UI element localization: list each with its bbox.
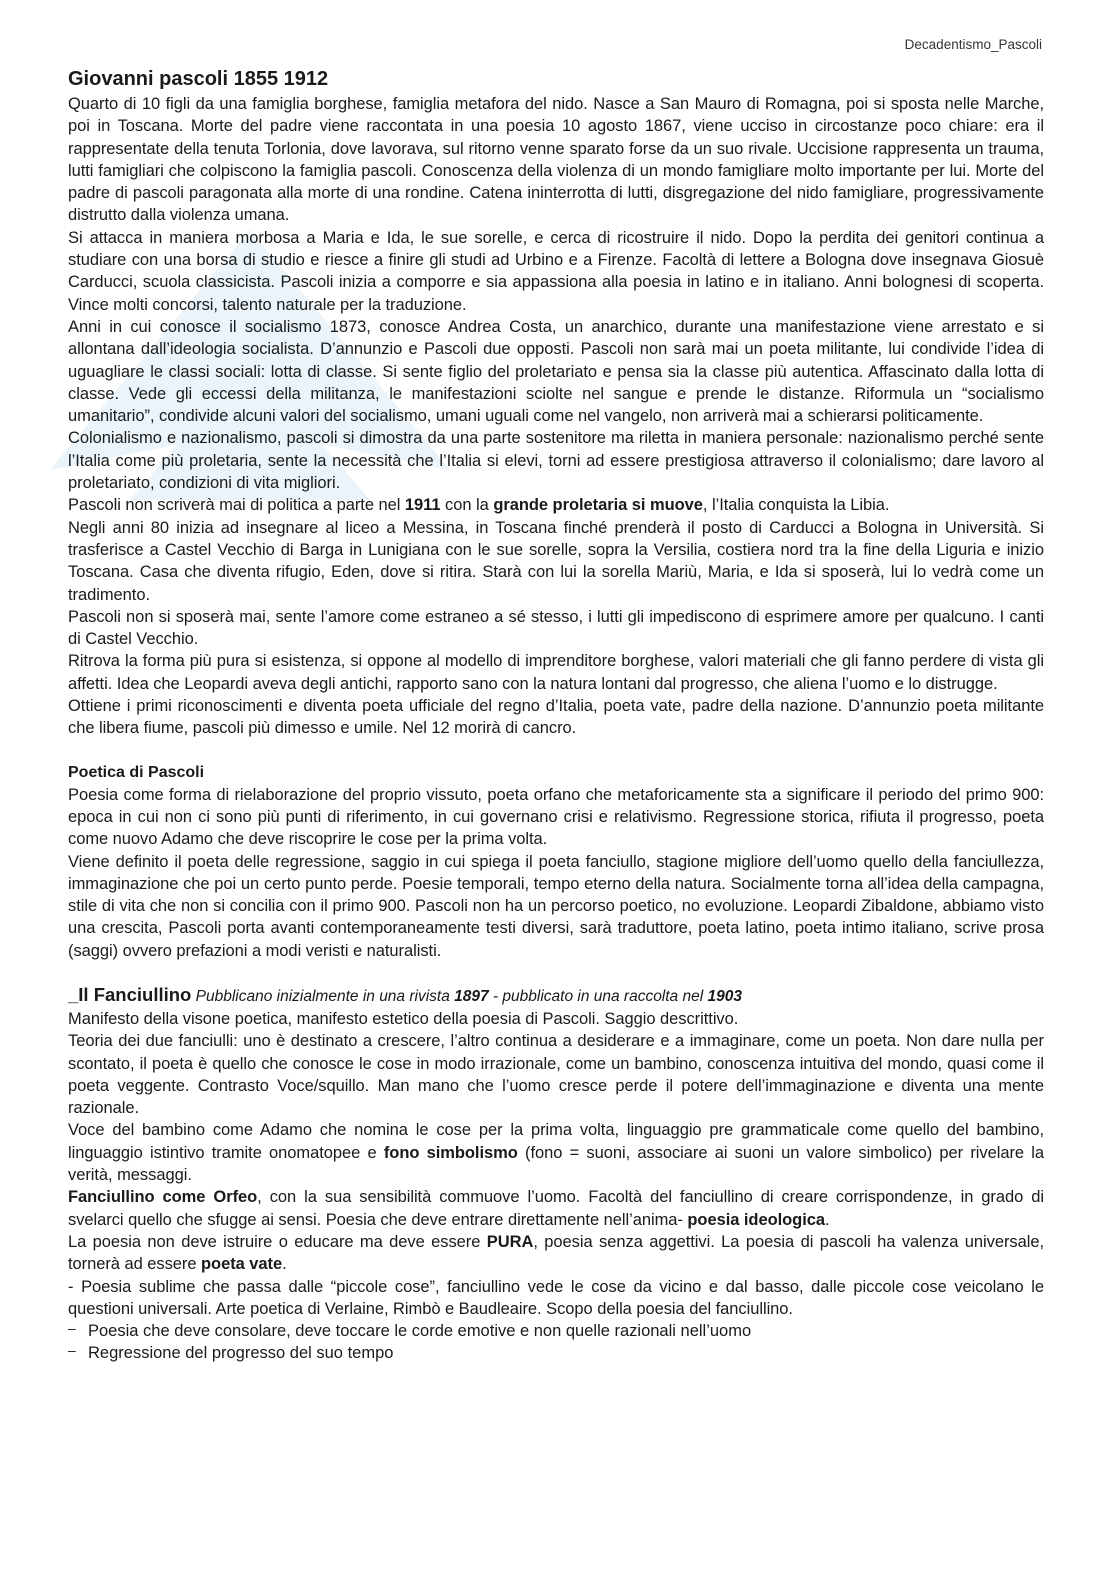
poetica-section bbox=[68, 784, 1044, 962]
paragraph: Pascoli non scriverà mai di politica a parte nel 1911 con la grande proletaria si muove, l’Italia conquista la Libia. bbox=[68, 496, 890, 515]
dash-bullet-icon: – bbox=[68, 1342, 76, 1359]
fanciullino-subtitle: Pubblicano inizialmente in una rivista 1897 - pubblicato in una raccolta nel 1903 bbox=[191, 987, 742, 1005]
fanciullino-title: _Il Fanciullino bbox=[68, 983, 192, 1005]
paragraph: Teoria dei due fanciulli: uno è destinato a crescere, l’altro continua a desiderare e a immaginare, come un poeta. Non dare nulla per scontato, il poeta è quello che conosce le cose in modo irrazionale, come un bambino, conoscenza intuitiva del mondo, quasi come il poeta veggente. Contrasto Voce/squillo. Man mano che l’uomo cresce perde il potere dell’immaginazione e diventa una mente razionale. bbox=[68, 1032, 1044, 1118]
paragraph: Anni in cui conosce il socialismo 1873, conosce Andrea Costa, un anarchico, durante una manifestazione viene arrestato e si allontana dall’ideologia socialista. D’annunzio e Pascoli due opposti. Pascoli non sarà mai un poeta militante, lui condivide l’idea di uguagliare le classi sociali: lotta di classe. Si sente figlio del proletariato e pensa sia la classe più autentica. Affascinato dalla lotta di classe. Vede gli eccessi della militanza, le manifestazioni sciolte nel sangue e prende le distanze. Riformula un “socialismo umanitario”, condivide alcuni valori del socialismo, umani uguali come nel vangelo, non arriverà mai a schierarsi politicamente. bbox=[68, 317, 1044, 426]
paragraph: Negli anni 80 inizia ad insegnare al liceo a Messina, in Toscana finché prenderà il posto di Carducci a Bologna in Università. Si trasferisce a Castel Vecchio di Barga in Lunigiana con le sue sorelle, sopra la Versilia, costiera nord tra la fine della Liguria e inizio Toscana. Casa che diventa rifugio, Eden, dove si ritira. Starà con lui la sorella Mariù, Maria, e Ida si sposerà, lui lo vedrà come un tradimento. bbox=[68, 518, 1044, 604]
paragraph: Quarto di 10 figli da una famiglia borghese, famiglia metafora del nido. Nasce a San Mauro di Romagna, poi si sposta nelle Marche, poi in Toscana. Morte del padre viene raccontata in una poesia 10 agosto 1867, viene ucciso in circostanze poco chiare: era il rappresentate della tenuta Torlonia, dove lavorava, sul ritorno venne sparato forse da un suo rivale. Uccisione rappresenta un trauma, lutti famigliari che colpiscono la famiglia pascoli. Conoscenza della violenza di un mondo famigliare molto importante per lui. Morte del padre di pascoli paragonata alla morte di una rondine. Catena ininterrotta di lutti, disgregazione del nido famigliare, progressivamente distrutto dalla violenza umana. bbox=[68, 95, 1044, 225]
poetica-heading: Poetica di Pascoli bbox=[68, 763, 205, 781]
paragraph: Fanciullino come Orfeo, con la sua sensibilità commuove l’uomo. Facoltà del fanciullino di creare corrispondenze, in grado di svelarci quello che sfugge ai sensi. Poesia che deve entrare direttamente nell’anima- poesia ideologica. bbox=[68, 1188, 1044, 1229]
paragraph: Colonialismo e nazionalismo, pascoli si dimostra da una parte sostenitore ma riletta in maniera personale: nazionalismo perché sente l’Italia come più proletaria, sente la necessità che l’Italia si elevi, torni ad essere prestigiosa attraverso il colonialismo; dare lavoro al proletariato, condizioni di vita migliori. bbox=[68, 429, 1044, 493]
document-header: Decadentismo_Pascoli bbox=[904, 37, 1042, 52]
dash-bullet-icon: – bbox=[68, 1320, 76, 1337]
list-item: – Poesia che deve consolare, deve toccare le corde emotive e non quelle razionali nell’uomo bbox=[68, 1320, 1044, 1342]
fanciullino-heading bbox=[68, 984, 1044, 1008]
paragraph: Manifesto della visone poetica, manifesto estetico della poesia di Pascoli. Saggio descrittivo. bbox=[68, 1009, 739, 1028]
biography-section bbox=[68, 93, 1044, 740]
list-item: – Regressione del progresso del suo tempo bbox=[68, 1342, 1044, 1364]
paragraph: Voce del bambino come Adamo che nomina le cose per la prima volta, linguaggio pre grammaticale come quello del bambino, linguaggio istintivo tramite onomatopee e fono simbolismo (fono = suoni, associare ai suoni un valore simbolico) per rivelare la verità, messaggi. bbox=[68, 1121, 1044, 1185]
fanciullino-section bbox=[68, 1008, 1044, 1320]
fanciullino-bullet-list bbox=[68, 1320, 1044, 1365]
paragraph: Viene definito il poeta delle regressione, saggio in cui spiega il poeta fanciullo, stagione migliore dell’uomo quello della fanciullezza, immaginazione che poi un certo punto perde. Poesie temporali, tempo eterno della natura. Socialmente torna all’idea della campagna, stile di vita che non si concilia con il primo 900. Pascoli non ha un percorso poetico, no evoluzione. Leopardi Zibaldone, abbiamo visto una crescita, Pascoli porta avanti contemporaneamente testi diversi, sarà traduttore, poeta latino, poeta intimo italiano, scrive prosa (saggi) ovvero prefazioni a modi veristi e naturalisti. bbox=[68, 852, 1044, 960]
paragraph: Si attacca in maniera morbosa a Maria e Ida, le sue sorelle, e cerca di ricostruire il nido. Dopo la perdita dei genitori continua a studiare con una borsa di studio e riesce a finire gli studi ad Urbino e a Firenze. Facoltà di lettere a Bologna dove insegnava Giosuè Carducci, scuola classicista. Pascoli inizia a comporre e sia appassiona alla poesia in latino e in italiano. Anni bolognesi di scoperta. Vince molti concorsi, talento naturale per la traduzione. bbox=[68, 228, 1044, 314]
paragraph: Ritrova la forma più pura si esistenza, si oppone al modello di imprenditore borghese, valori materiali che gli fanno perdere di vista gli affetti. Idea che Leopardi aveva degli antichi, rapporto sano con la natura lontani dal progresso, che aliena l’uomo e lo distrugge. bbox=[68, 652, 1044, 693]
paragraph: Pascoli non si sposerà mai, sente l’amore come estraneo a sé stesso, i lutti gli impediscono di esprimere amore per qualcuno. I canti di Castel Vecchio. bbox=[68, 607, 1044, 649]
paragraph: Poesia come forma di rielaborazione del proprio vissuto, poeta orfano che metaforicamente sta a significare il periodo del primo 900: epoca in cui non ci sono più punti di riferimento, in cui governano crisi e relativismo. Regressione storica, rifiuta il progresso, poeta come nuovo Adamo che deve riscoprire le cose per la prima volta. bbox=[68, 785, 1044, 849]
page-body bbox=[68, 66, 1044, 1365]
paragraph: - Poesia sublime che passa dalle “piccole cose”, fanciullino vede le cose da vicino e dal basso, dalle piccole cose veicolano le questioni universali. Arte poetica di Verlaine, Rimbò e Baudleaire. Scopo della poesia del fanciullino. bbox=[68, 1277, 1044, 1318]
paragraph: La poesia non deve istruire o educare ma deve essere PURA, poesia senza aggettivi. La poesia di pascoli ha valenza universale, tornerà ad essere poeta vate. bbox=[68, 1232, 1044, 1274]
page-title: Giovanni pascoli 1855 1912 bbox=[68, 68, 329, 90]
paragraph: Ottiene i primi riconoscimenti e diventa poeta ufficiale del regno d’Italia, poeta vate, padre della nazione. D’annunzio poeta militante che libera fiume, pascoli più dimesso e umile. Nel 12 morirà di cancro. bbox=[68, 697, 1044, 738]
